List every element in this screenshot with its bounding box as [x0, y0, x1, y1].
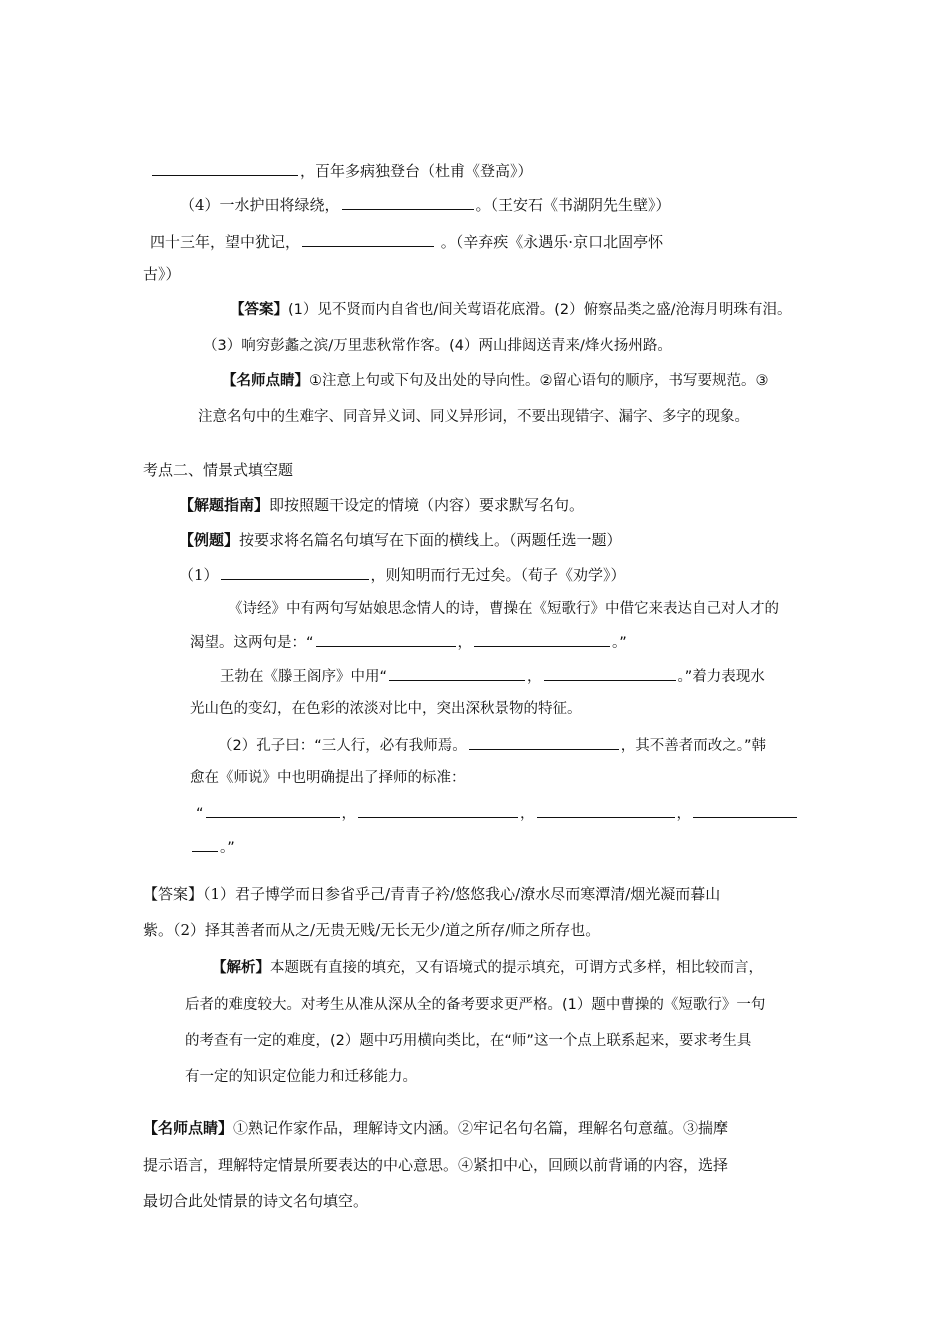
answer-blank[interactable] — [389, 665, 525, 681]
answer2-line-2: 紫。（2）择其善者而从之/无贵无贱/无长无少/道之所存/师之所存也。 — [143, 921, 601, 939]
answer-blank[interactable] — [342, 194, 474, 210]
question-3-line-1: 王勃在《滕王阁序》中用“ ， 。”着力表现水 — [220, 665, 765, 687]
question-4-line-2: 愈在《师说》中也明确提出了择师的标准： — [190, 770, 466, 786]
answer-blank[interactable] — [544, 665, 676, 681]
answer-blank[interactable] — [358, 802, 518, 818]
tip-line-2: 注意名句中的生难字、同音异义词、同义异形词，不要出现错字、漏字、多字的现象。 — [198, 409, 749, 425]
analysis-line-4: 有一定的知识定位能力和迁移能力。 — [185, 1069, 417, 1085]
analysis-line-2: 后者的难度较大。对考生从准从深从全的备考要求更严格。(1）题中曹操的《短歌行》一句 — [185, 997, 766, 1013]
analysis-line-1: 【解析】本题既有直接的填充，又有语境式的提示填充，可谓方式多样，相比较而言， — [212, 960, 763, 976]
answer2-line-1: 【答案】（1）君子博学而日参省乎己/青青子衿/悠悠我心/潦水尽而寒潭清/烟光凝而暮山 — [143, 885, 721, 903]
answer-blank[interactable] — [192, 836, 218, 852]
question-6-line: 。” — [190, 836, 235, 858]
poem-line-2: （4）一水护田将绿绕， 。（王安石《书湖阴先生壁》） — [180, 196, 671, 214]
answer-line-2: （3）响穷彭蠡之滨/万里悲秋常作客。(4）两山排闼送青来/烽火扬州路。 — [203, 338, 672, 354]
answer-blank[interactable] — [469, 734, 619, 750]
question-4-line-1: （2）孔子曰：“三人行，必有我师焉。 ，其不善者而改之。”韩 — [218, 734, 766, 756]
question-5-line: “ ， ， ， — [196, 802, 799, 824]
tip2-line-1: 【名师点睛】①熟记作家作品，理解诗文内涵。②牢记名句名篇，理解名句意蕴。③揣摩 — [143, 1119, 729, 1137]
question-1-line: （1） ，则知明而行无过矣。（荀子《劝学》） — [179, 566, 626, 584]
answer-blank[interactable] — [221, 564, 369, 580]
poem-line-3: 四十三年，望中犹记， 。（辛弃疾《永遇乐·京口北固亭怀 — [150, 233, 664, 251]
example-line: 【例题】按要求将名篇名句填写在下面的横线上。（两题任选一题） — [179, 531, 622, 549]
tip2-line-3: 最切合此处情景的诗文名句填空。 — [143, 1192, 369, 1210]
tip2-line-2: 提示语言，理解特定情景所要表达的中心意思。④紧扣中心，回顾以前背诵的内容，选择 — [143, 1156, 729, 1174]
poem-line-1: ，百年多病独登台（杜甫《登高》） — [150, 160, 533, 181]
question-2-line-2: 渴望。这两句是：“ ， 。” — [190, 631, 627, 653]
guide-line: 【解题指南】即按照题干设定的情境（内容）要求默写名句。 — [179, 496, 585, 514]
question-3-line-2: 光山色的变幻，在色彩的浓淡对比中，突出深秋景物的特征。 — [190, 701, 582, 717]
answer-blank[interactable] — [316, 631, 456, 647]
answer-blank[interactable] — [693, 802, 797, 818]
poem-line-4: 古》） — [143, 265, 181, 283]
answer-blank[interactable] — [152, 160, 298, 176]
answer-blank[interactable] — [206, 802, 340, 818]
tip-line-1: 【名师点睛】①注意上句或下句及出处的导向性。②留心语句的顺序，书写要规范。③ — [222, 373, 769, 389]
answer-blank[interactable] — [474, 631, 610, 647]
answer-line-1: 【答案】(1）见不贤而内自省也/间关莺语花底滑。(2）俯察品类之盛/沧海月明珠有泪。 — [230, 302, 792, 318]
analysis-line-3: 的考查有一定的难度，(2）题中巧用横向类比，在“师”这一个点上联系起来，要求考生具 — [185, 1033, 752, 1049]
section-heading: 考点二、情景式填空题 — [143, 461, 294, 479]
question-2-line-1: 《诗经》中有两句写姑娘思念情人的诗，曹操在《短歌行》中借它来表达自己对人才的 — [228, 601, 779, 617]
answer-blank[interactable] — [302, 231, 434, 247]
answer-blank[interactable] — [537, 802, 675, 818]
